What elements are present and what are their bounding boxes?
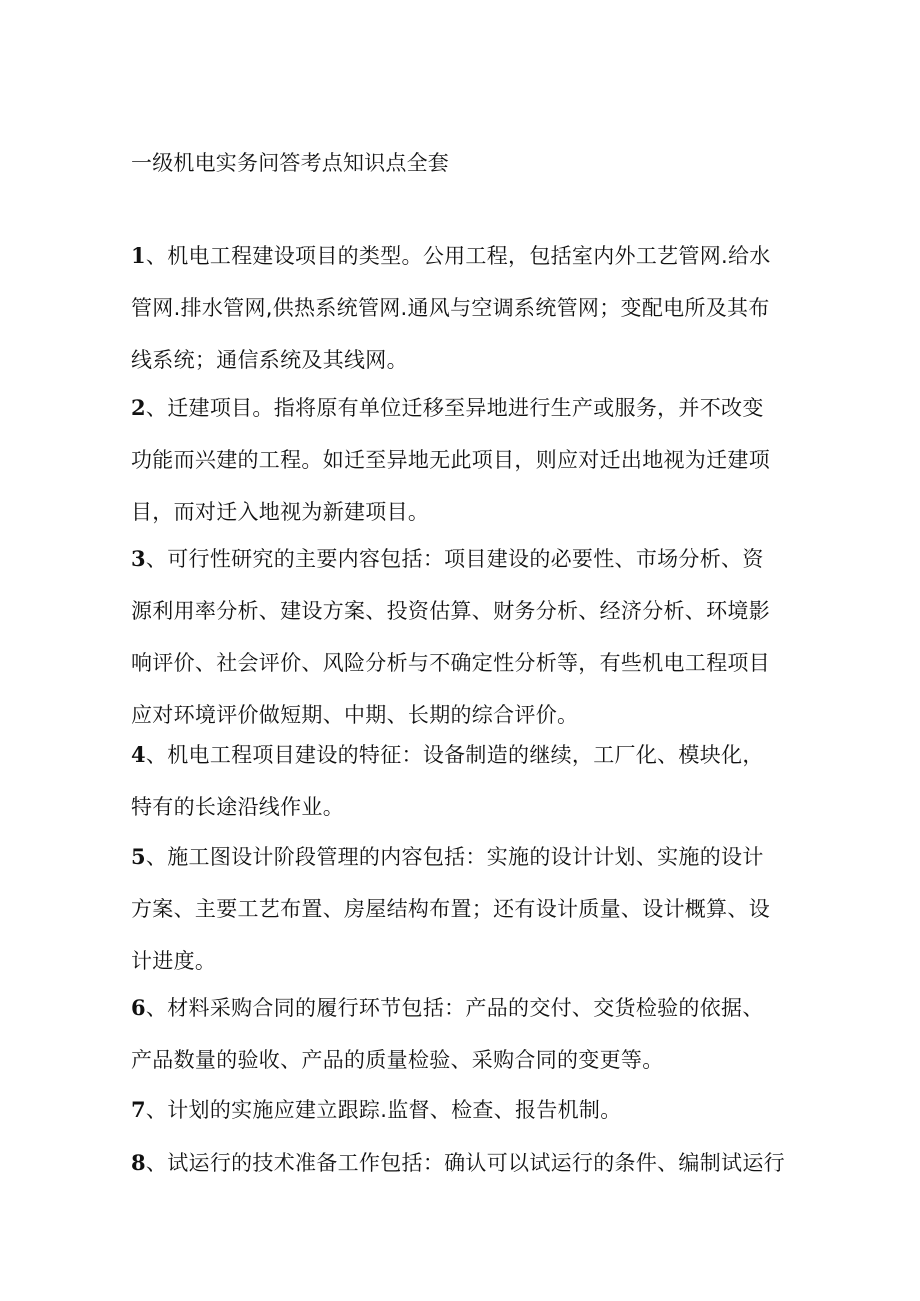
item-line	[131, 382, 796, 434]
item-line	[131, 729, 796, 781]
knowledge-point-3	[131, 533, 796, 741]
item-text: 、计划的实施应建立跟踪.监督、检查、报告机制。	[145, 1098, 622, 1122]
item-line: 计进度。	[131, 949, 217, 973]
item-line	[131, 982, 796, 1034]
item-number: 3	[131, 546, 146, 571]
knowledge-point-5	[131, 831, 796, 987]
item-number: 2	[131, 395, 146, 420]
item-line: 源利用率分析、建设方案、投资估算、财务分析、经济分析、环境影	[131, 599, 770, 623]
item-text: 、材料采购合同的履行环节包括：产品的交付、交货检验的依据、	[145, 996, 764, 1020]
knowledge-point-4	[131, 729, 796, 833]
item-text: 、可行性研究的主要内容包括：项目建设的必要性、市场分析、资	[145, 547, 764, 571]
item-line	[131, 1137, 796, 1189]
item-line: 线系统；通信系统及其线网。	[131, 348, 408, 372]
knowledge-point-8	[131, 1137, 796, 1189]
item-text: 、迁建项目。指将原有单位迁移至异地进行生产或服务，并不改变	[145, 396, 764, 420]
item-text: 、机电工程项目建设的特征：设备制造的继续，工厂化、模块化，	[145, 743, 764, 767]
knowledge-point-1	[131, 230, 796, 386]
item-text: 、施工图设计阶段管理的内容包括：实施的设计计划、实施的设计	[145, 845, 764, 869]
item-line: 功能而兴建的工程。如迁至异地无此项目，则应对迁出地视为迁建项	[131, 448, 770, 472]
item-line	[131, 533, 796, 585]
knowledge-point-2	[131, 382, 796, 538]
knowledge-point-7	[131, 1084, 796, 1136]
item-line: 方案、主要工艺布置、房屋结构布置；还有设计质量、设计概算、设	[131, 897, 770, 921]
item-line	[131, 230, 796, 282]
item-number: 4	[131, 742, 146, 767]
item-number: 8	[131, 1150, 146, 1175]
item-number: 7	[131, 1097, 146, 1122]
item-line	[131, 831, 796, 883]
item-line: 管网.排水管网,供热系统管网.通风与空调系统管网；变配电所及其布	[131, 296, 770, 320]
document-title: 一级机电实务问答考点知识点全套	[131, 151, 449, 175]
item-line: 应对环境评价做短期、中期、长期的综合评价。	[131, 703, 579, 727]
item-number: 5	[131, 844, 146, 869]
item-line: 特有的长途沿线作业。	[131, 795, 344, 819]
item-line	[131, 1084, 796, 1136]
item-text: 、试运行的技术准备工作包括：确认可以试运行的条件、编制试运行	[145, 1151, 785, 1175]
item-line: 产品数量的验收、产品的质量检验、采购合同的变更等。	[131, 1048, 664, 1072]
knowledge-point-6	[131, 982, 796, 1086]
item-text: 、机电工程建设项目的类型。公用工程，包括室内外工艺管网.给水	[145, 244, 771, 268]
item-line: 目，而对迁入地视为新建项目。	[131, 500, 430, 524]
item-number: 1	[131, 243, 146, 268]
item-line: 响评价、社会评价、风险分析与不确定性分析等，有些机电工程项目	[131, 651, 770, 675]
item-number: 6	[131, 995, 146, 1020]
